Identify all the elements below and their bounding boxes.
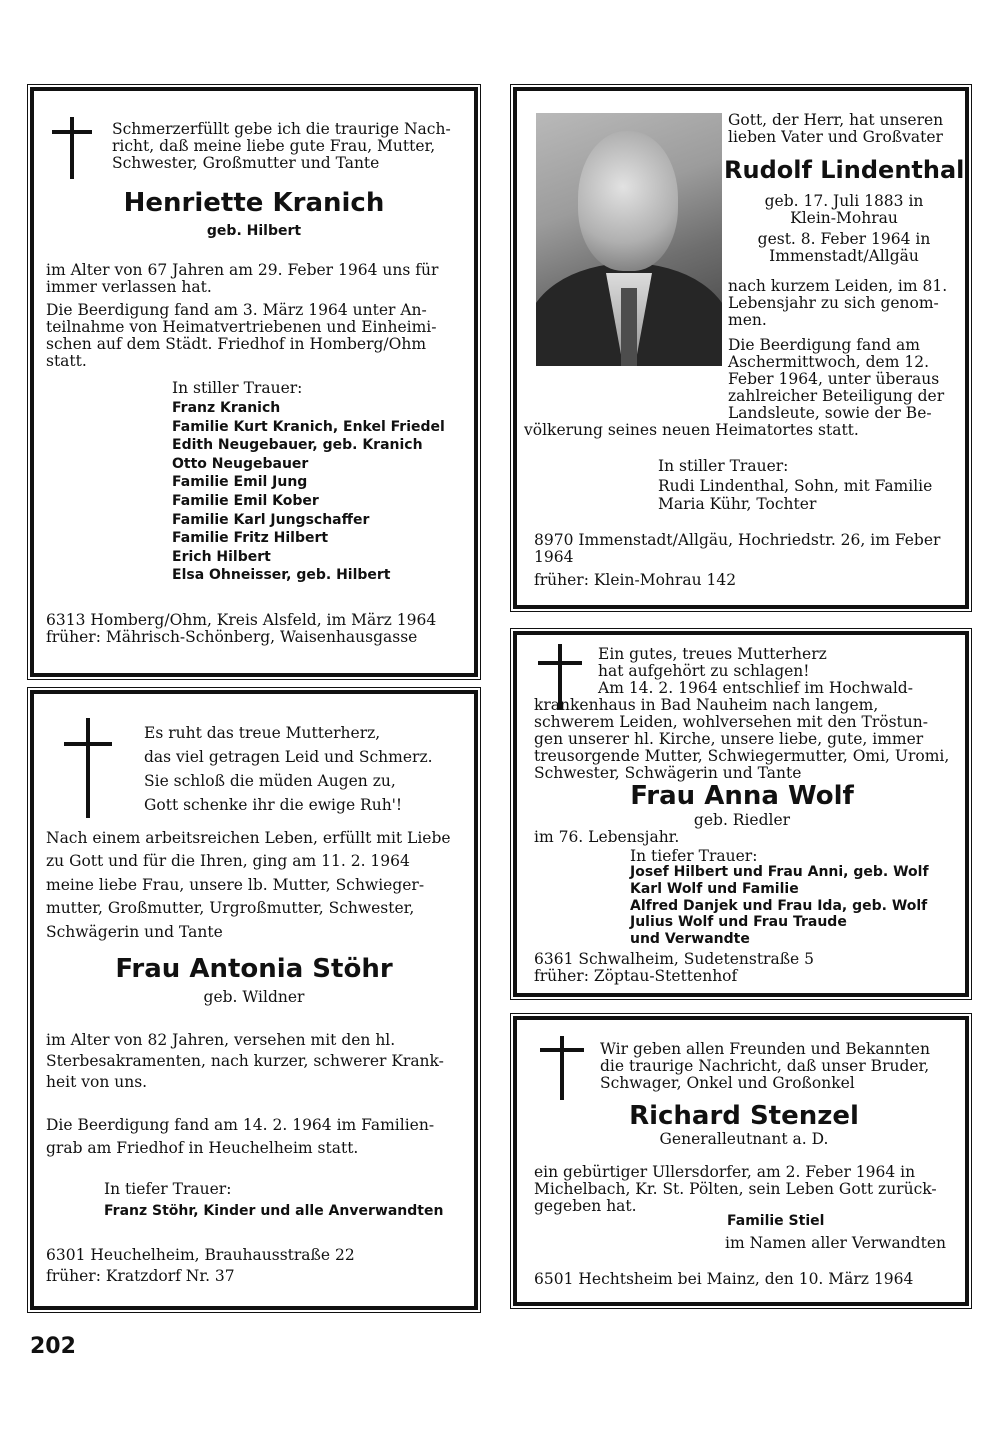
stoehr-mourning-header: In tiefer Trauer:	[104, 1180, 232, 1198]
wolf-mourning-header: In tiefer Trauer:	[630, 847, 758, 865]
lindenthal-funeral: Die Beerdigung fand am Aschermittwoch, dem 12. Feber 1964, unter überaus zahlreicher Beteiligung der Landsleute, sowie der Be-	[728, 336, 945, 422]
mourner: Familie Kurt Kranich, Enkel Friedel	[172, 418, 445, 435]
kranich-name: Henriette Kranich	[123, 188, 385, 218]
lindenthal-funeral-end: völkerung seines neuen Heimatortes statt.	[524, 421, 859, 439]
wolf-address: 6361 Schwalheim, Sudetenstraße 5 früher: Zöptau-Stettenhof	[534, 950, 815, 985]
stoehr-maiden: geb. Wildner	[203, 988, 305, 1006]
wolf-intro-line: hat aufgehört zu schlagen!	[598, 662, 810, 680]
mourner: Familie Fritz Hilbert	[172, 530, 329, 547]
wolf-intro-line: treusorgende Mutter, Schwiegermutter, Omi, Uromi,	[534, 747, 950, 765]
kranich-address: 6313 Homberg/Ohm, Kreis Alsfeld, im März 1964 früher: Mährisch-Schönberg, Waisenhausgasse	[46, 611, 437, 646]
wolf-intro-line: Ein gutes, treues Mutterherz	[598, 645, 827, 663]
kranich-age-line: im Alter von 67 Jahren am 29. Feber 1964 uns für immer verlassen hat.	[46, 261, 439, 296]
lindenthal-address: 8970 Immenstadt/Allgäu, Hochriedstr. 26, im Feber 1964	[534, 531, 941, 566]
mourner: Josef Hilbert und Frau Anni, geb. Wolf	[630, 864, 929, 880]
wolf-intro-line: Am 14. 2. 1964 entschlief im Hochwald-	[598, 679, 913, 697]
stoehr-body: Nach einem arbeitsreichen Leben, erfüllt mit Liebe zu Gott und für die Ihren, ging am 11. 2. 1964 meine liebe Frau, unsere lb. Mutter, Schwieger- mutter, Großmutter, Urgroßmutter, Schwester, Schwägerin und Tante	[46, 829, 451, 941]
lindenthal-mourning-header: In stiller Trauer:	[658, 457, 789, 475]
stenzel-title: Generalleutnant a. D.	[659, 1130, 829, 1148]
wolf-intro	[534, 646, 958, 782]
mourner: Elsa Ohneisser, geb. Hilbert	[172, 567, 391, 584]
stoehr-mourners: Franz Stöhr, Kinder und alle Anverwandten	[104, 1203, 444, 1219]
stenzel-body: ein gebürtiger Ullersdorfer, am 2. Feber 1964 in Michelbach, Kr. St. Pölten, sein Leben Gott zurück- gegeben hat.	[534, 1163, 937, 1215]
stenzel-intro: Wir geben allen Freunden und Bekannten die traurige Nachricht, daß unser Bruder, Schwager, Onkel und Großonkel	[600, 1040, 930, 1092]
lindenthal-mourner-1: Rudi Lindenthal, Sohn, mit Familie	[658, 477, 933, 495]
portrait-photo	[536, 113, 722, 366]
mourner: Familie Emil Kober	[172, 492, 319, 509]
kranich-funeral: Die Beerdigung fand am 3. März 1964 unter An- teilnahme von Heimatvertriebenen und Einheimi- schen auf dem Städt. Friedhof in Homberg/Ohm statt.	[46, 301, 437, 370]
mourner: Edith Neugebauer, geb. Kranich	[172, 437, 423, 454]
kranich-mourning-header: In stiller Trauer:	[172, 379, 303, 397]
mourner: Familie Karl Jungschaffer	[172, 511, 370, 528]
page-number: 202	[30, 1334, 76, 1359]
lindenthal-intro: Gott, der Herr, hat unseren lieben Vater und Großvater	[728, 111, 944, 146]
kranich-maiden: geb. Hilbert	[206, 223, 302, 239]
mourner: Erich Hilbert	[172, 548, 271, 565]
stoehr-funeral: Die Beerdigung fand am 14. 2. 1964 im Familien- grab am Friedhof in Heuchelheim statt.	[46, 1116, 435, 1157]
stenzel-mourners-note: im Namen aller Verwandten	[725, 1234, 946, 1252]
cross-icon	[52, 117, 92, 179]
lindenthal-mourner-2: Maria Kühr, Tochter	[658, 495, 817, 513]
stoehr-age-line: im Alter von 82 Jahren, versehen mit den hl. Sterbesakramenten, nach kurzer, schwerer Krank- heit von uns.	[46, 1031, 444, 1091]
stenzel-mourners: Familie Stiel	[727, 1213, 825, 1229]
kranich-intro: Schmerzerfüllt gebe ich die traurige Nach- richt, daß meine liebe gute Frau, Mutter, Schwester, Großmutter und Tante	[112, 120, 451, 172]
lindenthal-name: Rudolf Lindenthal	[724, 156, 965, 184]
stenzel-address: 6501 Hechtsheim bei Mainz, den 10. März 1964	[534, 1270, 914, 1288]
wolf-intro-line: schwerem Leiden, wohlversehen mit den Tröstun-	[534, 713, 928, 731]
stenzel-name: Richard Stenzel	[629, 1101, 859, 1131]
wolf-intro-line: krankenhaus in Bad Nauheim nach langem,	[534, 696, 879, 714]
mourner: Karl Wolf und Familie	[630, 880, 799, 897]
lindenthal-born: geb. 17. Juli 1883 in Klein-Mohrau	[764, 192, 924, 227]
wolf-mourners	[630, 864, 960, 948]
wolf-intro-line: Schwester, Schwägerin und Tante	[534, 764, 802, 782]
lindenthal-taken: nach kurzem Leiden, im 81. Lebensjahr zu sich genom- men.	[728, 277, 948, 329]
wolf-intro-line: gen unserer hl. Kirche, unsere liebe, gute, immer	[534, 730, 924, 748]
stoehr-name: Frau Antonia Stöhr	[115, 954, 393, 984]
mourner: und Verwandte	[630, 931, 750, 948]
mourner: Franz Kranich	[172, 400, 281, 416]
wolf-name: Frau Anna Wolf	[630, 781, 854, 811]
wolf-maiden: geb. Riedler	[693, 811, 791, 829]
stoehr-address: 6301 Heuchelheim, Brauhausstraße 22 früher: Kratzdorf Nr. 37	[46, 1246, 355, 1285]
stoehr-verse: Es ruht das treue Mutterherz, das viel getragen Leid und Schmerz. Sie schloß die müden Augen zu, Gott schenke ihr die ewige Ruh'!	[144, 724, 433, 814]
mourner: Familie Emil Jung	[172, 474, 308, 491]
wolf-age-line: im 76. Lebensjahr.	[534, 828, 680, 846]
cross-icon	[540, 1036, 584, 1100]
kranich-mourners	[172, 399, 472, 585]
lindenthal-died: gest. 8. Feber 1964 in Immenstadt/Allgäu	[757, 230, 931, 265]
mourner: Otto Neugebauer	[172, 455, 309, 472]
cross-icon	[64, 718, 112, 818]
lindenthal-former: früher: Klein-Mohrau 142	[534, 571, 737, 589]
mourner: Julius Wolf und Frau Traude	[630, 914, 847, 931]
mourner: Alfred Danjek und Frau Ida, geb. Wolf	[630, 897, 928, 914]
